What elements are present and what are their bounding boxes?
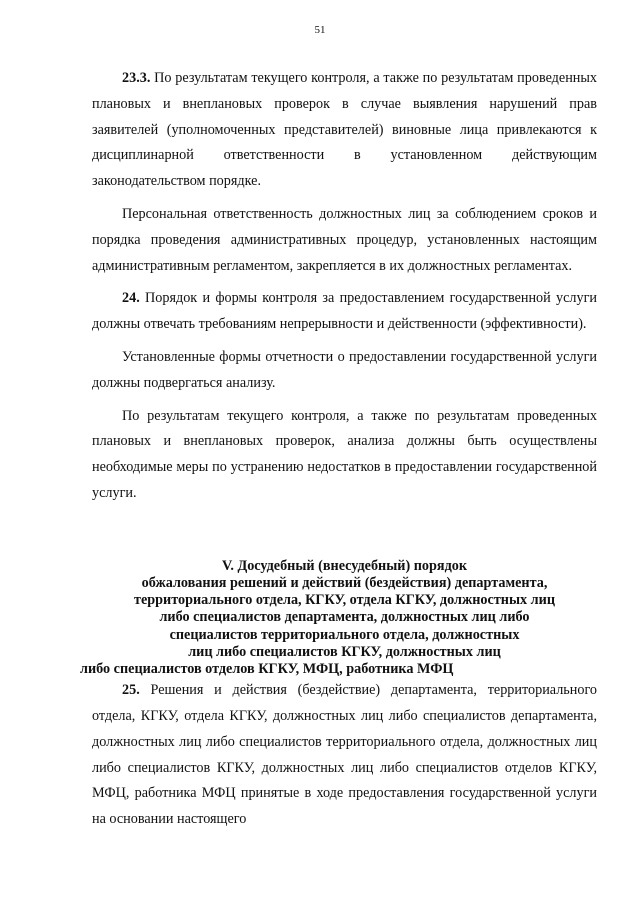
- heading-line: V. Досудебный (внесудебный) порядок: [221, 557, 468, 574]
- paragraph-control-results: [92, 404, 597, 507]
- section-heading: [80, 557, 597, 678]
- paragraph-24: [92, 286, 597, 338]
- clause-number: 24.: [122, 290, 140, 307]
- paragraph-23-3: [92, 66, 597, 195]
- heading-line: либо специалистов департамента, должностных лиц либо: [159, 609, 530, 626]
- heading-line: обжалования решений и действий (бездействия) департамента,: [141, 574, 548, 591]
- paragraph-text: Персональная ответственность должностных лиц за соблюдением сроков и порядка проведения административных процедур, установленных настоящим административным регламентом, закрепляется в их должностных регламентах.: [92, 205, 597, 274]
- paragraph-text: По результатам текущего контроля, а также по результатам проведенных плановых и внеплановых проверок в случае выявления нарушений прав заявителей (уполномоченных представителей) виновные лица привлекаются к дисциплинарной ответственности в установленном действующим законодательством порядке.: [92, 70, 598, 190]
- clause-number: 25.: [122, 682, 140, 699]
- heading-line: территориального отдела, КГКУ, отдела КГКУ, должностных лиц: [134, 592, 555, 609]
- paragraph-personal-responsibility: [92, 202, 597, 279]
- clause-number: 23.3.: [122, 70, 151, 86]
- paragraph-25: [92, 678, 597, 833]
- paragraph-reporting-forms: [92, 345, 597, 397]
- paragraph-text: По результатам текущего контроля, а также по результатам проведенных плановых и внеплановых проверок, анализа должны быть осуществлены необходимые меры по устранению недостатков в предоставлении государственной услуги.: [92, 407, 597, 501]
- heading-line: лиц либо специалистов КГКУ, должностных лиц: [188, 643, 501, 660]
- heading-line: либо специалистов отделов КГКУ, МФЦ, работника МФЦ: [80, 660, 454, 677]
- paragraph-text: Установленные формы отчетности о предоставлении государственной услуги должны подвергаться анализу.: [92, 348, 597, 391]
- document-body: [80, 66, 598, 833]
- paragraph-text: Порядок и формы контроля за предоставлением государственной услуги должны отвечать требованиям непрерывности и действенности (эффективности).: [92, 290, 597, 333]
- page-number: 51: [314, 24, 326, 36]
- paragraph-text: Решения и действия (бездействие) департамента, территориального отдела, КГКУ, отдела КГКУ, должностных лиц либо специалистов департамента, должностных лиц либо специалистов территориального отдела, должностных лиц либо специалистов КГКУ, должностных лиц либо специалистов отделов КГКУ, МФЦ, работника МФЦ принятые в ходе предоставления государственной услуги на основании настоящего: [92, 682, 598, 828]
- heading-line: специалистов территориального отдела, должностных: [169, 626, 520, 643]
